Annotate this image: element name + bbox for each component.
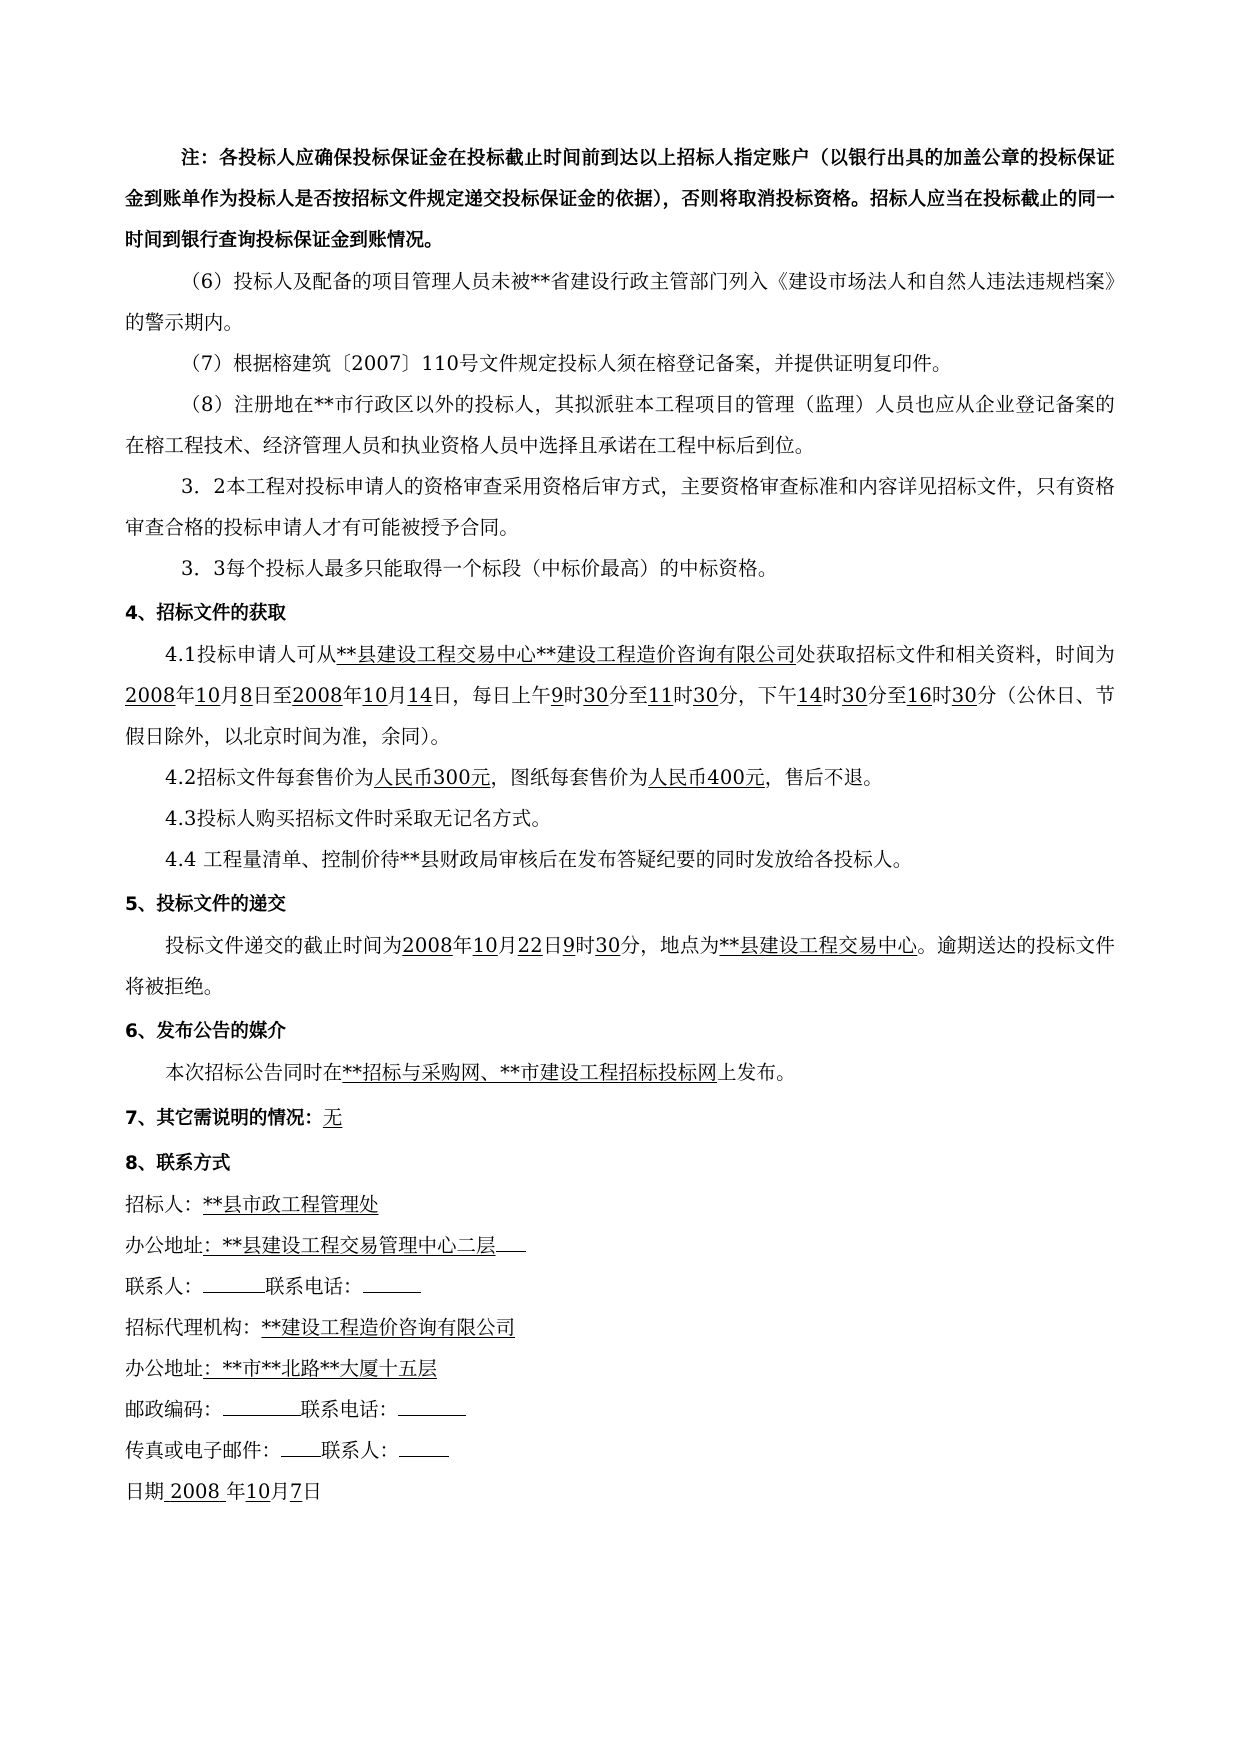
section6-paragraph <box>125 1052 1115 1093</box>
s4p1-hour1: 9 <box>550 684 564 707</box>
item-3-2: 3．2本工程对投标申请人的资格审查采用资格后审方式，主要资格审查标准和内容详见招标文件，只有资格审查合格的投标申请人才有可能被授予合同。 <box>125 475 1115 539</box>
section5-heading: 5、投标文件的递交 <box>125 894 286 915</box>
item-3-1-8: （8）注册地在**市行政区以外的投标人，其拟派驻本工程项目的管理（监理）人员也应从企业登记备案的在榕工程技术、经济管理人员和执业资格人员中选择且承诺在工程中标后到位。 <box>125 393 1115 457</box>
s6-text-a: 本次招标公告同时在 <box>165 1061 343 1084</box>
s4p1-t2: 月 <box>220 684 241 707</box>
phone1-blank <box>363 1272 421 1293</box>
contact2-label: 联系人： <box>321 1439 400 1462</box>
contact1-blank <box>203 1272 265 1293</box>
s5-year: 2008 <box>402 934 453 957</box>
section4-heading: 4、招标文件的获取 <box>125 603 286 624</box>
s4p1-hour2: 11 <box>648 684 674 707</box>
s4p1-t10: 分，下午 <box>718 684 798 707</box>
s4p1-t11: 时 <box>822 684 843 707</box>
s4p1-day1: 8 <box>240 684 253 707</box>
date-t1: 年 <box>226 1480 246 1503</box>
section6-heading: 6、发布公告的媒介 <box>125 1021 286 1042</box>
note-text: 各投标人应确保投标保证金在投标截止时间前到达以上招标人指定账户（以银行出具的加盖公章的投标保证金到账单作为投标人是否按招标文件规定递交投标保证金的依据），否则将取消投标资格。招标人应当在投标截止的同一时间到银行查询投标保证金到账情况。 <box>125 148 1115 251</box>
section4-p4: 4.4 工程量清单、控制价待**县财政局审核后在发布答疑纪要的同时发放给各投标人。 <box>165 848 913 871</box>
s4p1-year2: 2008 <box>292 684 343 707</box>
agency-line <box>125 1307 1115 1348</box>
address2-value: ：**市**北路**大厦十五层 <box>203 1357 438 1380</box>
phone1-label: 联系电话： <box>265 1275 363 1298</box>
s4p1-month1: 10 <box>195 684 221 707</box>
tenderer-line <box>125 1184 1115 1225</box>
section8-heading: 8、联系方式 <box>125 1153 231 1174</box>
item-3-1-6: （6）投标人及配备的项目管理人员未被**省建设行政主管部门列入《建设市场法人和自然人违法违规档案》的警示期内。 <box>125 270 1115 334</box>
s4p2-text-a: 4.2招标文件每套售价为 <box>165 766 374 789</box>
s5-hour: 9 <box>562 934 576 957</box>
s4p1-t9: 时 <box>673 684 693 707</box>
s4p1-t12: 分至 <box>867 684 907 707</box>
address1-blank <box>496 1231 526 1252</box>
note-label: 注： <box>181 148 220 169</box>
agency-value: **建设工程造价咨询有限公司 <box>261 1316 516 1339</box>
s4p1-hour4: 16 <box>906 684 932 707</box>
s4p2-text-b: ，图纸每套售价为 <box>490 766 649 789</box>
s6-media: **招标与采购网、**市建设工程招标投标网 <box>342 1061 718 1084</box>
s5-month: 10 <box>472 934 498 957</box>
s6-text-b: 上发布。 <box>717 1061 796 1084</box>
s4p1-t4: 年 <box>342 684 363 707</box>
s5-place: **县建设工程交易中心 <box>719 934 918 957</box>
item-3-1-7: （7）根据榕建筑〔2007〕110号文件规定投标人须在榕登记备案，并提供证明复印件。 <box>181 352 952 375</box>
s4p1-place: **县建设工程交易中心**建设工程造价咨询有限公司 <box>336 643 796 666</box>
s5-t3: 日 <box>542 934 563 957</box>
s5-t4: 时 <box>575 934 596 957</box>
s4p2-price1: 人民币300元 <box>373 766 491 789</box>
s4p1-min1: 30 <box>583 684 609 707</box>
s4p1-text-b: 处获取招标文件和相关资料，时间为 <box>795 643 1115 666</box>
postcode-line <box>125 1389 1115 1430</box>
contact1-label: 联系人： <box>125 1275 204 1298</box>
section4-p2 <box>125 757 1115 798</box>
fax-blank <box>281 1436 321 1457</box>
contact1-line <box>125 1266 1115 1307</box>
address1-value: ：**县建设工程交易管理中心二层 <box>203 1234 496 1257</box>
address2-label: 办公地址 <box>125 1357 204 1380</box>
section5-paragraph <box>125 925 1115 1007</box>
s4p1-t1: 年 <box>175 684 196 707</box>
phone2-label: 联系电话： <box>300 1398 399 1421</box>
s4p1-t7: 时 <box>563 684 584 707</box>
s4p1-min4: 30 <box>951 684 977 707</box>
s4p1-t14: 分（公休日、节假日除外，以北京时间为准，余同）。 <box>125 684 1116 748</box>
address1-line <box>125 1225 1115 1266</box>
date-label: 日期 <box>125 1480 165 1503</box>
s4p1-t3: 日至 <box>252 684 293 707</box>
s4p1-min2: 30 <box>692 684 719 707</box>
s4p1-hour3: 14 <box>797 684 823 707</box>
date-year <box>164 1480 226 1503</box>
s4p2-price2: 人民币400元 <box>648 766 765 789</box>
note-paragraph <box>125 138 1115 261</box>
section4-p3: 4.3投标人购买招标文件时采取无记名方式。 <box>165 807 552 830</box>
s4p1-t5: 月 <box>387 684 408 707</box>
s5-text-a: 投标文件递交的截止时间为 <box>165 934 403 957</box>
date-line <box>125 1471 1115 1512</box>
s4p2-text-c: ，售后不退。 <box>764 766 883 789</box>
phone2-blank <box>398 1395 466 1416</box>
s4p1-month2: 10 <box>362 684 388 707</box>
s5-t1: 年 <box>452 934 473 957</box>
s5-day: 22 <box>517 934 543 957</box>
section4-p1 <box>125 634 1115 757</box>
s7-value: 无 <box>322 1106 343 1129</box>
item-3-3: 3．3每个投标人最多只能取得一个标段（中标价最高）的中标资格。 <box>181 557 778 580</box>
document-body <box>125 138 1115 1512</box>
address1-label: 办公地址 <box>125 1234 204 1257</box>
s4p1-text-a: 4.1投标申请人可从 <box>165 643 337 666</box>
s4p1-year1: 2008 <box>125 684 176 707</box>
date-t2: 月 <box>270 1480 290 1503</box>
fax-label: 传真或电子邮件： <box>125 1439 282 1462</box>
fax-line <box>125 1430 1115 1471</box>
date-month: 10 <box>245 1480 271 1503</box>
s5-text-b: 。逾期送达的投标文件将被拒绝。 <box>125 934 1116 998</box>
address2-line <box>125 1348 1115 1389</box>
s4p1-t6: 日，每日上午 <box>432 684 551 707</box>
s4p1-t8: 分至 <box>608 684 649 707</box>
s4p1-day2: 14 <box>407 684 433 707</box>
agency-label: 招标代理机构： <box>125 1316 262 1339</box>
date-day: 7 <box>289 1480 303 1503</box>
contact2-blank <box>399 1436 449 1457</box>
s4p1-t13: 时 <box>932 684 952 707</box>
tenderer-label: 招标人： <box>125 1193 204 1216</box>
date-year-value: 2008 <box>170 1480 220 1503</box>
s7-label: 7、其它需说明的情况： <box>125 1108 323 1129</box>
tenderer-value: **县市政工程管理处 <box>203 1193 379 1216</box>
postcode-blank <box>223 1395 301 1416</box>
s4p1-min3: 30 <box>842 684 868 707</box>
s5-t2: 月 <box>497 934 518 957</box>
section7-heading <box>125 1097 1115 1139</box>
s5-t5: 分，地点为 <box>620 934 720 957</box>
date-t3: 日 <box>302 1480 322 1503</box>
s5-minute: 30 <box>595 934 621 957</box>
postcode-label: 邮政编码： <box>125 1398 223 1421</box>
